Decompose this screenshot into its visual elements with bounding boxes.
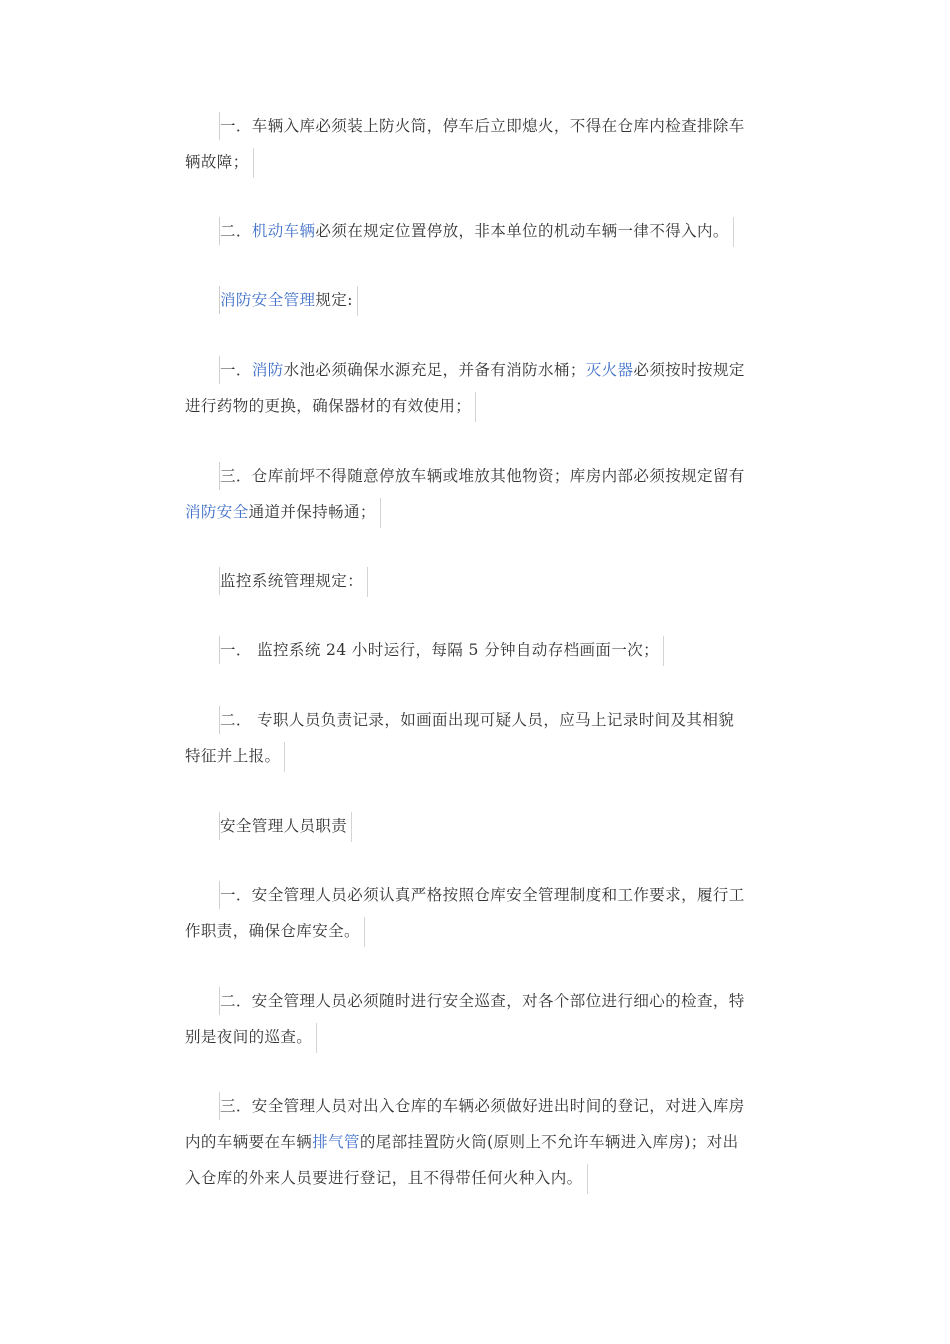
text-run: 规定:: [315, 291, 353, 309]
text-run: 必须在规定位置停放，非本单位的机动车辆一律不得入内。: [315, 222, 729, 240]
paragraph-p7: [185, 632, 767, 668]
text-run: 水池必须确保水源充足，并备有消防水桶；: [283, 361, 586, 379]
text-line: [185, 877, 767, 913]
paragraph-end-marker: [587, 1164, 588, 1194]
text-line: [185, 1160, 767, 1196]
text-run: 一． 监控系统 24 小时运行，每隔 5 分钟自动存档画面一次；: [220, 641, 660, 659]
paragraph-p1: [185, 108, 767, 180]
text-run: 必须按时按规定: [633, 361, 745, 379]
paragraph-p11: [185, 983, 767, 1055]
text-line: [185, 494, 767, 530]
paragraph-end-marker: [253, 148, 254, 178]
paragraph-p8: [185, 702, 767, 774]
text-run: 三．仓库前坪不得随意停放车辆或堆放其他物资；库房内部必须按规定留有: [220, 467, 745, 485]
inline-link[interactable]: 消防安全管理: [220, 291, 316, 309]
text-run: 三．安全管理人员对出入仓库的车辆必须做好进出时间的登记，对进入库房: [220, 1097, 745, 1115]
text-line: [185, 702, 767, 738]
text-run: 一．安全管理人员必须认真严格按照仓库安全管理制度和工作要求，履行工: [220, 886, 745, 904]
text-line: [185, 458, 767, 494]
inline-link[interactable]: 消防: [251, 361, 284, 379]
paragraph-end-marker: [475, 392, 476, 422]
paragraph-p5: [185, 458, 767, 530]
inline-link[interactable]: 灭火器: [585, 361, 634, 379]
paragraph-p3: [185, 282, 767, 318]
text-line: [185, 108, 767, 144]
paragraph-end-marker: [357, 286, 358, 316]
text-line: [185, 282, 767, 318]
paragraph-end-marker: [380, 498, 381, 528]
text-line: [185, 144, 767, 180]
text-line: [185, 388, 767, 424]
inline-link[interactable]: 排气管: [312, 1133, 360, 1151]
text-run: 一．车辆入库必须装上防火筒，停车后立即熄火，不得在仓库内检查排除车: [220, 117, 745, 135]
text-line: [185, 352, 767, 388]
paragraph-end-marker: [733, 217, 734, 247]
text-line: [185, 632, 767, 668]
text-line: [185, 808, 767, 844]
text-run: 作职责，确保仓库安全。: [185, 922, 360, 940]
text-line: [185, 738, 767, 774]
paragraph-start-marker: [219, 286, 220, 314]
text-run: 的尾部挂置防火筒(原则上不允许车辆进入库房)；对出: [359, 1133, 739, 1151]
text-run: 入仓库的外来人员要进行登记，且不得带任何火种入内。: [185, 1169, 583, 1187]
text-run: 二．安全管理人员必须随时进行安全巡查，对各个部位进行细心的检查，特: [220, 992, 745, 1010]
text-run: 别是夜间的巡查。: [185, 1028, 313, 1046]
text-line: [185, 1124, 767, 1160]
text-line: [185, 1088, 767, 1124]
paragraph-end-marker: [284, 742, 285, 772]
paragraph-p10: [185, 877, 767, 949]
text-run: 二． 专职人员负责记录，如画面出现可疑人员，应马上记录时间及其相貌: [220, 711, 735, 729]
text-run: 安全管理人员职责: [220, 817, 348, 835]
text-line: [185, 213, 767, 249]
text-run: 内的车辆要在车辆: [185, 1133, 313, 1151]
inline-link[interactable]: 机动车辆: [251, 222, 316, 240]
text-run: 二．: [220, 222, 252, 240]
text-run: 一．: [220, 361, 252, 379]
paragraph-p4: [185, 352, 767, 424]
paragraph-end-marker: [351, 812, 352, 842]
text-run: 特征并上报。: [185, 747, 281, 765]
paragraph-end-marker: [316, 1023, 317, 1053]
paragraph-end-marker: [367, 567, 368, 597]
paragraph-p9: [185, 808, 767, 844]
paragraph-p2: [185, 213, 767, 249]
paragraph-end-marker: [364, 917, 365, 947]
text-run: 辆故障；: [185, 153, 249, 171]
text-line: [185, 563, 767, 599]
text-run: 进行药物的更换，确保器材的有效使用；: [185, 397, 472, 415]
text-run: 监控系统管理规定：: [220, 572, 364, 590]
paragraph-p12: [185, 1088, 767, 1196]
text-line: [185, 983, 767, 1019]
paragraph-p6: [185, 563, 767, 599]
paragraph-end-marker: [663, 636, 664, 666]
text-line: [185, 1019, 767, 1055]
text-run: 通道并保持畅通；: [248, 503, 376, 521]
text-line: [185, 913, 767, 949]
inline-link[interactable]: 消防安全: [185, 503, 249, 521]
